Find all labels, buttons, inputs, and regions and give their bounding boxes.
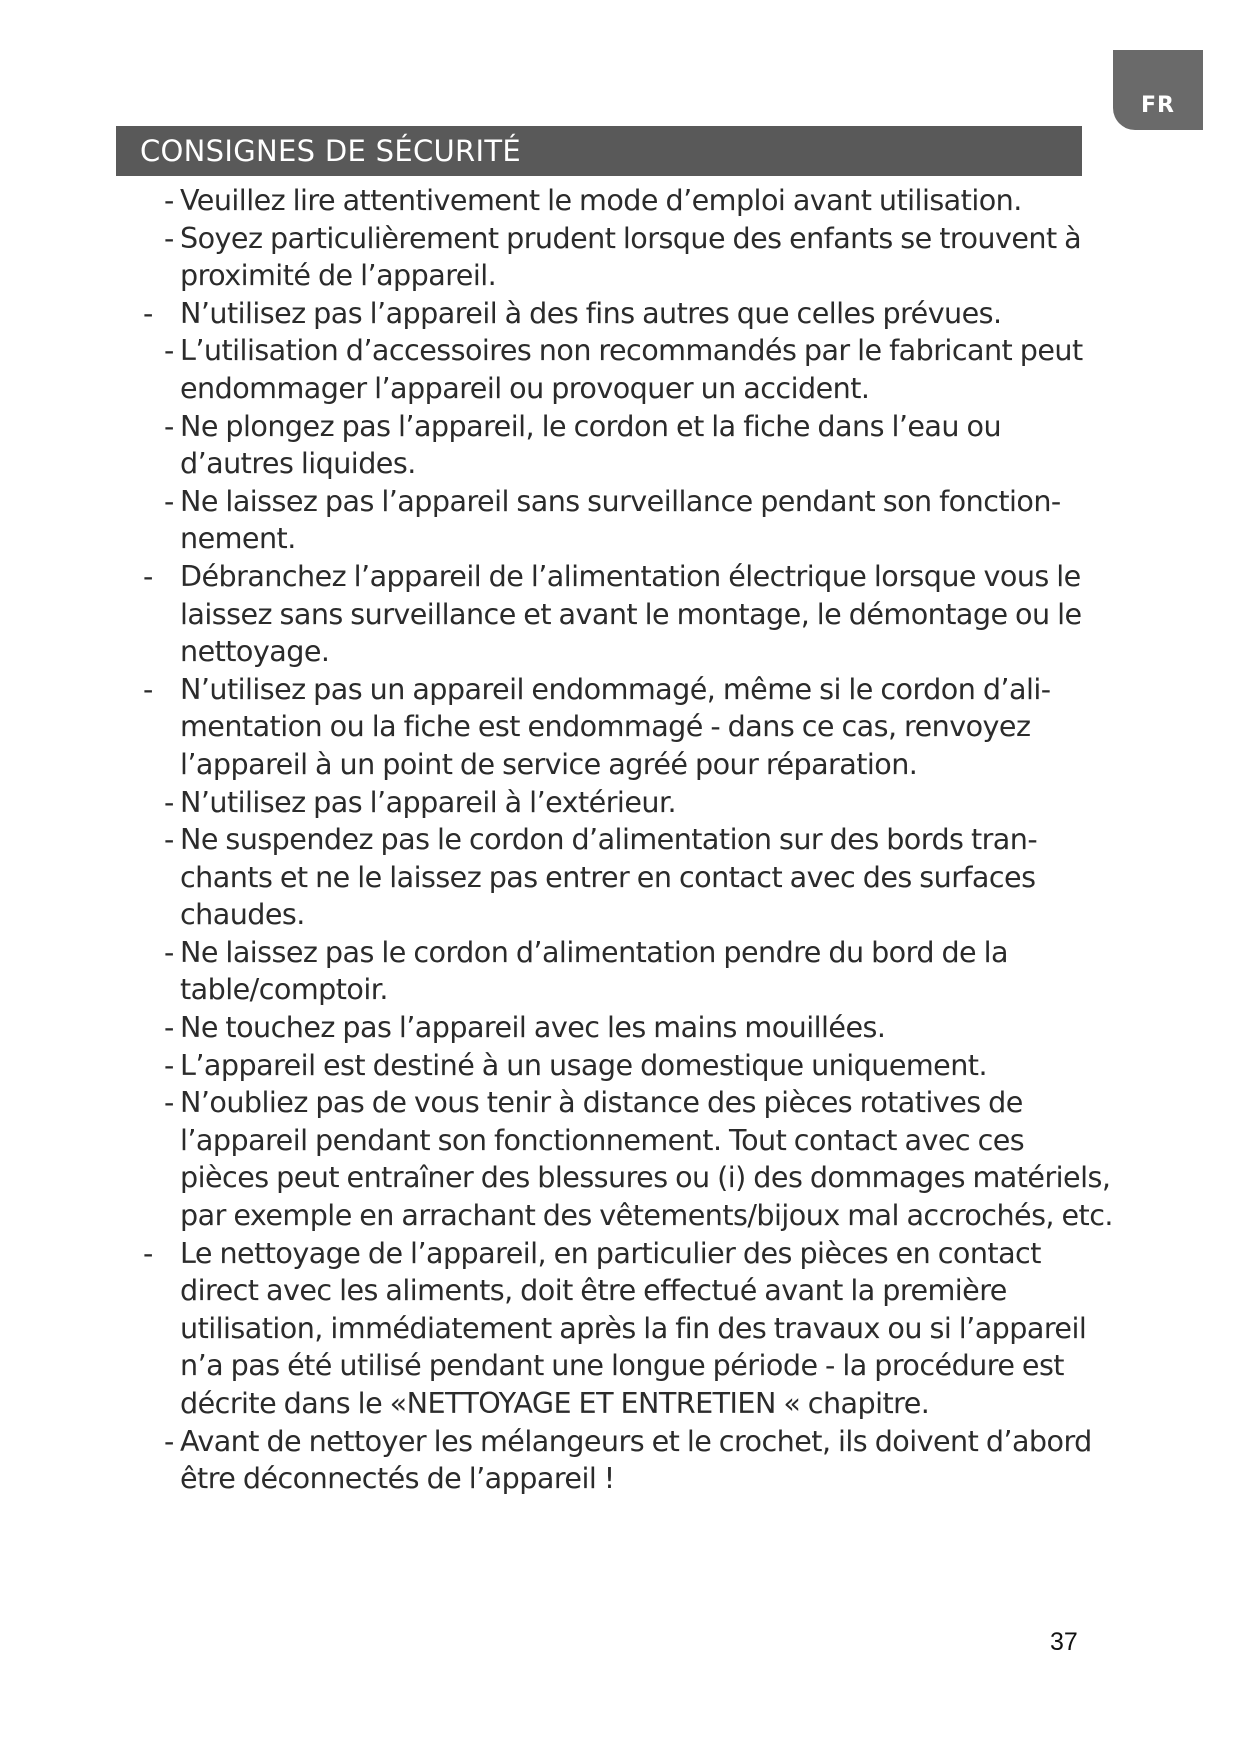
list-item-text: N’utilisez pas un appareil endommagé, même si le cordon d’ali-mentation ou la fiche est endommagé - dans ce cas, renvoyez l’appareil à un point de service agréé pour réparation. bbox=[180, 671, 1051, 781]
list-item-dash: - bbox=[143, 1235, 153, 1270]
list-item bbox=[140, 1009, 1120, 1047]
section-title-bar bbox=[116, 126, 1082, 176]
list-item-text: Ne suspendez pas le cordon d’alimentation sur des bords tran-chants et ne le laissez pas entrer en contact avec des surfaces chaudes. bbox=[180, 822, 1038, 932]
list-item bbox=[140, 934, 1120, 1009]
list-item-text: Veuillez lire attentivement le mode d’emploi avant utilisation. bbox=[180, 183, 1022, 217]
list-item-dash: - bbox=[164, 183, 174, 217]
list-item-text: Débranchez l’appareil de l’alimentation électrique lorsque vous le laissez sans surveillance et avant le montage, le démontage ou le nettoyage. bbox=[180, 558, 1082, 669]
list-item-dash: - bbox=[164, 934, 174, 969]
safety-instructions-list bbox=[140, 182, 1120, 1498]
list-item bbox=[140, 1423, 1120, 1498]
list-item bbox=[140, 483, 1120, 558]
list-item-dash: - bbox=[164, 220, 174, 255]
list-item-dash: - bbox=[164, 1423, 174, 1458]
list-item-text: N’oubliez pas de vous tenir à distance des pièces rotatives de l’appareil pendant son fonctionnement. Tout contact avec ces pièces peut entraîner des blessures ou (i) des dommages matériels, par exemple en arrachant des vêtements/bijoux mal accrochés, etc. bbox=[180, 1085, 1113, 1233]
list-item bbox=[140, 821, 1120, 934]
list-item bbox=[140, 1084, 1120, 1234]
list-item-dash: - bbox=[164, 483, 174, 518]
page-number: 37 bbox=[1050, 1628, 1078, 1656]
list-item-dash: - bbox=[164, 1085, 174, 1120]
list-item-dash: - bbox=[143, 558, 153, 593]
list-item-dash: - bbox=[143, 295, 153, 330]
list-item bbox=[140, 1047, 1120, 1085]
list-item bbox=[140, 220, 1120, 295]
list-item-dash: - bbox=[143, 671, 153, 706]
list-item-text: L’appareil est destiné à un usage domestique uniquement. bbox=[180, 1047, 987, 1082]
list-item-dash: - bbox=[164, 333, 174, 368]
list-item bbox=[140, 182, 1120, 220]
list-item-dash: - bbox=[164, 822, 174, 857]
list-item bbox=[140, 671, 1120, 784]
list-item-text: L’utilisation d’accessoires non recommandés par le fabricant peut endommager l’appareil ou provoquer un accident. bbox=[180, 333, 1083, 405]
list-item-dash: - bbox=[164, 408, 174, 443]
list-item-text: Ne touchez pas l’appareil avec les mains mouillées. bbox=[180, 1010, 886, 1045]
language-tab-label: FR bbox=[1141, 93, 1175, 118]
list-item-text: Le nettoyage de l’appareil, en particulier des pièces en contact direct avec les aliments, doit être effectué avant la première utilisation, immédiatement après la fin des travaux ou si l’appareil n’a pas été utilisé pendant une longue période - la procédure est décrite dans le «NETTOYAGE ET ENTRETIEN « chapitre. bbox=[180, 1235, 1087, 1420]
list-item-dash: - bbox=[164, 1010, 174, 1045]
language-tab bbox=[1113, 50, 1203, 130]
list-item-text: N’utilisez pas l’appareil à des fins autres que celles prévues. bbox=[180, 295, 1002, 330]
list-item-dash: - bbox=[164, 784, 174, 819]
list-item bbox=[140, 784, 1120, 822]
list-item-text: Ne laissez pas le cordon d’alimentation pendre du bord de la table/comptoir. bbox=[180, 934, 1009, 1007]
list-item bbox=[140, 295, 1120, 333]
list-item bbox=[140, 558, 1120, 671]
list-item-text: Ne plongez pas l’appareil, le cordon et la fiche dans l’eau ou d’autres liquides. bbox=[180, 408, 1002, 481]
list-item bbox=[140, 408, 1120, 483]
list-item-dash: - bbox=[164, 1047, 174, 1082]
list-item-text: N’utilisez pas l’appareil à l’extérieur. bbox=[180, 784, 677, 819]
list-item bbox=[140, 332, 1120, 407]
list-item bbox=[140, 1235, 1120, 1423]
list-item-text: Avant de nettoyer les mélangeurs et le crochet, ils doivent d’abord être déconnectés de l’appareil ! bbox=[180, 1423, 1092, 1496]
list-item-text: Soyez particulièrement prudent lorsque des enfants se trouvent à proximité de l’appareil. bbox=[180, 220, 1082, 293]
section-title: CONSIGNES DE SÉCURITÉ bbox=[140, 134, 521, 168]
list-item-text: Ne laissez pas l’appareil sans surveillance pendant son fonction-nement. bbox=[180, 483, 1061, 556]
